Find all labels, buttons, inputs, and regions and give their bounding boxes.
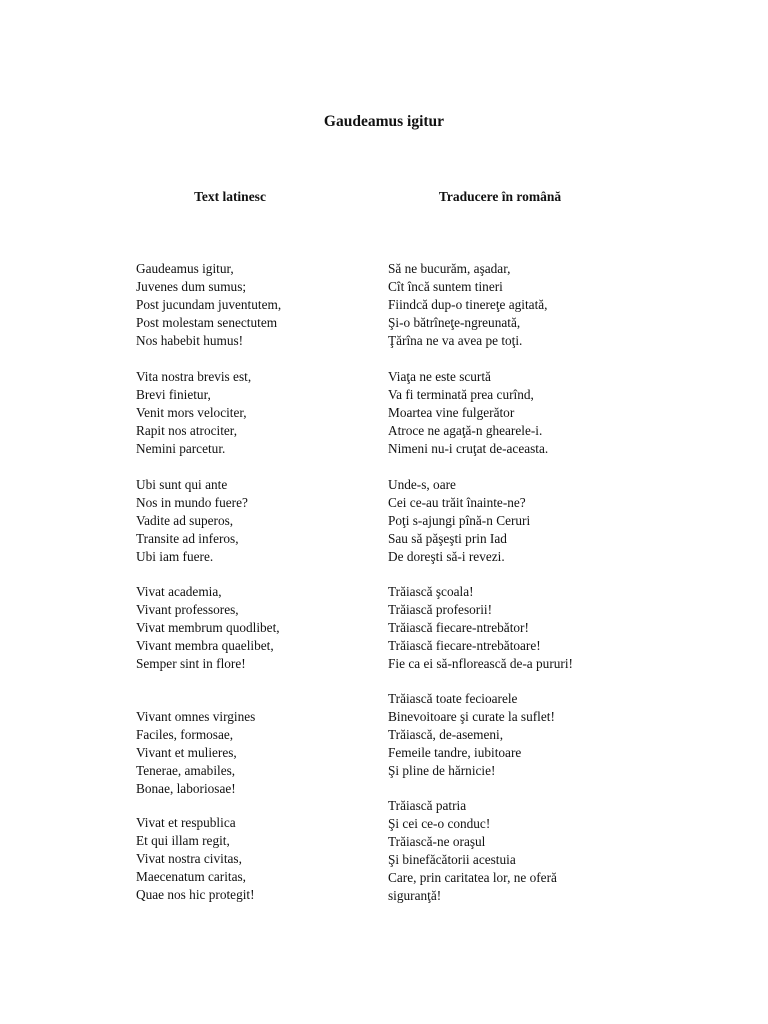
verse-line: Venit mors velociter, [136, 405, 247, 420]
verse-line: Trăiască profesorii! [388, 602, 493, 617]
latin-stanza-3 [136, 476, 248, 566]
verse-line: Et qui illam regit, [136, 833, 230, 848]
verse-line: Şi binefăcătorii acestuia [388, 852, 516, 867]
verse-line: Vivant professores, [136, 602, 239, 617]
romanian-stanza-1 [388, 260, 548, 350]
verse-line: Trăiască fiecare-ntrebător! [388, 620, 529, 635]
verse-line: Nemini parcetur. [136, 441, 226, 456]
latin-stanza-1 [136, 260, 281, 350]
verse-line: Nos habebit humus! [136, 333, 244, 348]
verse-line: Ţărîna ne va avea pe toţi. [388, 333, 523, 348]
verse-line: Vadite ad superos, [136, 513, 234, 528]
latin-stanza-2 [136, 368, 251, 458]
verse-line: Brevi finietur, [136, 387, 211, 402]
verse-line: Vivant membra quaelibet, [136, 638, 274, 653]
verse-line: Quae nos hic protegit! [136, 887, 255, 902]
verse-line: Ubi sunt qui ante [136, 477, 228, 492]
verse-line: Care, prin caritatea lor, ne oferă [388, 870, 557, 885]
romanian-column-header: Traducere în română [438, 189, 562, 204]
verse-line: Faciles, formosae, [136, 727, 234, 742]
verse-line: Binevoitoare şi curate la suflet! [388, 709, 555, 724]
latin-stanza-4 [136, 583, 280, 673]
verse-line: Vivat membrum quodlibet, [136, 620, 280, 635]
verse-line: Trăiască şcoala! [388, 584, 474, 599]
verse-line: Cei ce-au trăit înainte-ne? [388, 495, 526, 510]
verse-line: Atroce ne agaţă-n ghearele-i. [388, 423, 543, 438]
verse-line: Gaudeamus igitur, [136, 261, 234, 276]
latin-stanza-5 [136, 708, 255, 798]
romanian-stanza-6 [388, 797, 557, 905]
verse-line: Şi cei ce-o conduc! [388, 816, 491, 831]
latin-column-header: Text latinesc [194, 189, 266, 204]
verse-line: Semper sint in flore! [136, 656, 246, 671]
verse-line: Fiindcă dup-o tinereţe agitată, [388, 297, 548, 312]
latin-stanza-6 [136, 814, 255, 904]
romanian-stanza-3 [388, 476, 530, 566]
verse-line: Nimeni nu-i cruţat de-aceasta. [388, 441, 549, 456]
verse-line: Tenerae, amabiles, [136, 763, 236, 778]
verse-line: Trăiască patria [388, 798, 467, 813]
verse-line: Poţi s-ajungi pînă-n Ceruri [388, 513, 531, 528]
verse-line: Moartea vine fulgerător [388, 405, 515, 420]
verse-line: Sau să păşeşti prin Iad [388, 531, 507, 546]
verse-line: Va fi terminată prea curînd, [388, 387, 534, 402]
verse-line: Bonae, laboriosae! [136, 781, 236, 796]
verse-line: Ubi iam fuere. [136, 549, 214, 564]
verse-line: Şi pline de hărnicie! [388, 763, 496, 778]
romanian-stanza-4 [388, 583, 573, 673]
verse-line: Cît încă suntem tineri [388, 279, 503, 294]
verse-line: Trăiască-ne oraşul [388, 834, 486, 849]
verse-line: Vivat nostra civitas, [136, 851, 242, 866]
romanian-stanza-2 [388, 368, 548, 458]
verse-line: Vivant omnes virgines [136, 709, 256, 724]
verse-line: Vivant et mulieres, [136, 745, 237, 760]
verse-line: Vivat academia, [136, 584, 222, 599]
verse-line: Viaţa ne este scurtă [388, 369, 491, 384]
verse-line: Să ne bucurăm, aşadar, [388, 261, 511, 276]
verse-line: Post molestam senectutem [136, 315, 278, 330]
verse-line: Trăiască toate fecioarele [388, 691, 518, 706]
romanian-stanza-5 [388, 690, 555, 780]
verse-line: Rapit nos atrociter, [136, 423, 238, 438]
verse-line: Trăiască fiecare-ntrebătoare! [388, 638, 541, 653]
verse-line: Şi-o bătrîneţe-ngreunată, [388, 315, 521, 330]
verse-line: siguranţă! [388, 888, 442, 903]
verse-line: Juvenes dum sumus; [136, 279, 247, 294]
verse-line: Post jucundam juventutem, [136, 297, 282, 312]
verse-line: Vita nostra brevis est, [136, 369, 252, 384]
document-title: Gaudeamus igitur [323, 113, 445, 130]
verse-line: Fie ca ei să-nflorească de-a pururi! [388, 656, 573, 671]
verse-line: De doreşti să-i revezi. [388, 549, 505, 564]
verse-line: Vivat et respublica [136, 815, 236, 830]
verse-line: Transite ad inferos, [136, 531, 239, 546]
verse-line: Unde-s, oare [388, 477, 456, 492]
verse-line: Femeile tandre, iubitoare [388, 745, 522, 760]
verse-line: Trăiască, de-asemeni, [388, 727, 504, 742]
verse-line: Nos in mundo fuere? [136, 495, 248, 510]
verse-line: Maecenatum caritas, [136, 869, 247, 884]
